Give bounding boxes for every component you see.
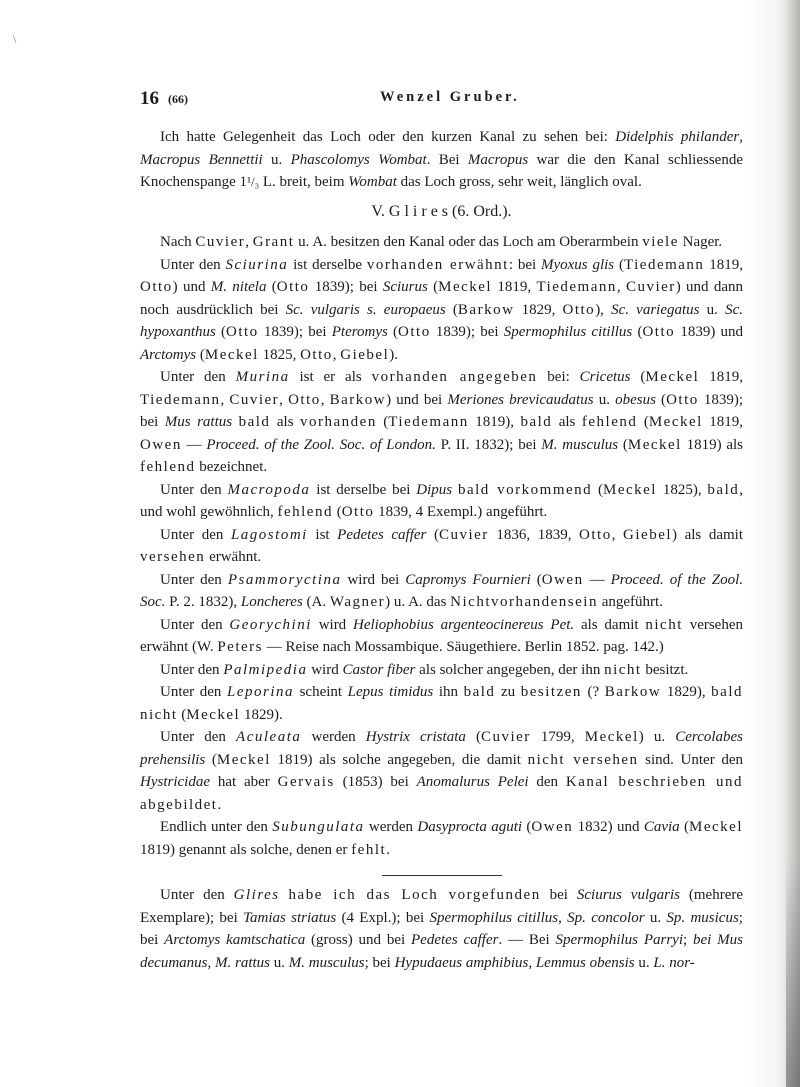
- text-run: Otto: [140, 279, 173, 295]
- text-run: vorhanden angegeben: [371, 369, 538, 385]
- text-run: 1819) als: [681, 436, 743, 453]
- text-run: 1829,: [514, 301, 563, 318]
- text-run: : bei: [508, 256, 541, 273]
- paragraph: [140, 681, 743, 726]
- text-run: u.: [593, 391, 616, 408]
- text-run: wird bei: [341, 571, 406, 588]
- text-run: ist derselbe: [288, 256, 367, 273]
- text-run: werden: [301, 729, 366, 745]
- text-run: , und wohl gewöhnlich,: [140, 481, 743, 520]
- text-run: Meckel: [603, 481, 657, 498]
- text-run: fehlt: [351, 841, 387, 858]
- text-run: ,: [245, 234, 253, 250]
- section-heading: V. G l i r e s (6. Ord.).: [371, 202, 512, 220]
- text-run: 1829).: [240, 706, 283, 723]
- text-run: ,: [739, 129, 743, 145]
- text-run: — Reise nach Mossambique. Säugethiere. Berlin 1852. pag. 142.): [263, 639, 664, 655]
- text-run: Meckel: [216, 751, 271, 768]
- page-reference: (66): [168, 92, 188, 106]
- text-run: 1829),: [661, 684, 712, 700]
- text-run: 1819,: [492, 279, 537, 295]
- text-run: Aculeata: [236, 729, 302, 745]
- text-run: Castor fiber: [342, 661, 416, 678]
- paragraph: [140, 726, 743, 816]
- text-run: bei Mus decumanus: [140, 932, 743, 971]
- text-run: Owen: [531, 819, 574, 835]
- text-run: Sc. variegatus: [611, 301, 700, 318]
- text-run: scheint: [294, 684, 348, 700]
- text-run: Otto: [276, 279, 310, 295]
- paragraph: [140, 884, 743, 974]
- text-run: Phascolomys Wombat: [290, 151, 427, 168]
- text-run: Meckel: [627, 436, 682, 453]
- text-run: Otto: [642, 324, 676, 340]
- text-run: habe ich das Loch vorgefunden: [288, 887, 541, 903]
- text-run: Psammoryctina: [227, 571, 342, 588]
- text-run: Lemmus obensis: [535, 954, 635, 971]
- text-run: Grant: [252, 234, 295, 250]
- text-run: Mus rattus: [164, 414, 233, 430]
- text-run: bei: [540, 887, 577, 903]
- text-run: erwähnt.: [205, 549, 262, 565]
- text-run: (: [655, 391, 667, 408]
- text-run: (: [592, 481, 603, 498]
- paragraph: [140, 659, 743, 682]
- text-run: bald nicht: [140, 684, 743, 723]
- text-run: 1836, 1839,: [488, 526, 580, 543]
- text-run: das Loch gross, sehr weit, länglich oval.: [396, 174, 642, 190]
- running-header: [140, 88, 740, 114]
- text-run: Unter den: [160, 571, 228, 588]
- page-corner-shadow: [786, 860, 800, 1087]
- paragraph: [140, 479, 743, 524]
- text-run: u.: [644, 909, 667, 926]
- text-run: Unter den: [160, 616, 230, 633]
- text-run: Cuvier: [480, 729, 531, 745]
- text-run: Spermophilus citillus: [503, 324, 633, 340]
- text-run: Nichtvorhandensein: [450, 594, 598, 610]
- text-run: sind. Unter den: [638, 751, 743, 768]
- text-run: nicht versehen: [527, 751, 639, 768]
- text-run: (: [632, 324, 643, 340]
- text-run: Pedetes caffer: [337, 526, 427, 543]
- text-run: Owen: [140, 436, 182, 453]
- text-run: Sciurina: [225, 256, 289, 273]
- text-run: Sp. musicus: [666, 909, 739, 926]
- text-run: (: [376, 414, 389, 430]
- text-run: Spermophilus citillus: [429, 909, 559, 926]
- text-run: ,: [528, 954, 536, 971]
- text-run: war die den Kanal schliessende Knochenspange 1: [140, 151, 743, 190]
- text-run: Sc. vulgaris s. europaeus: [285, 301, 446, 318]
- text-run: Hypudaeus amphibius: [394, 954, 529, 971]
- text-run: [280, 887, 289, 903]
- text-run: Peters: [217, 639, 264, 655]
- text-run: Meckel: [648, 414, 703, 430]
- text-run: nicht: [645, 616, 683, 633]
- text-run: Dipus: [416, 481, 453, 498]
- text-run: Giebel: [623, 526, 673, 543]
- text-run: fehlend: [581, 414, 638, 430]
- text-run: (: [266, 279, 277, 295]
- text-run: Unter den: [160, 369, 236, 385]
- text-run: M. nitela: [210, 279, 267, 295]
- text-run: zu: [495, 684, 521, 700]
- text-run: ¹/₃: [247, 174, 260, 189]
- text-run: Otto: [579, 526, 612, 543]
- text-run: Otto: [300, 346, 333, 363]
- text-run: Meriones brevicaudatus: [447, 391, 594, 408]
- text-run: u.: [262, 151, 291, 168]
- text-run: Pteromys: [331, 324, 388, 340]
- text-run: .: [386, 841, 390, 858]
- margin-mark: \: [13, 32, 17, 46]
- page-number: 16: [140, 88, 159, 109]
- text-run: Meckel: [584, 729, 639, 745]
- text-run: Unter den: [160, 481, 228, 498]
- text-run: fehlend: [140, 459, 196, 475]
- text-run: Proceed. of the Zool. Soc. of London.: [206, 436, 436, 453]
- text-run: viele: [642, 234, 679, 250]
- text-run: Macropus Bennettii: [140, 151, 263, 168]
- text-run: Tiedemann: [388, 414, 469, 430]
- text-run: Pedetes caffer: [411, 932, 499, 948]
- text-run: Giebel: [340, 346, 390, 363]
- text-run: 1819,: [699, 369, 743, 385]
- section-separator-rule: [382, 875, 502, 876]
- text-run: 1819),: [468, 414, 521, 430]
- text-run: Owen: [541, 571, 584, 588]
- paragraph: [140, 524, 743, 569]
- text-run: bezeichnet.: [195, 459, 268, 475]
- text-run: Palmipedia: [223, 661, 308, 678]
- text-run: 1839); bei: [430, 324, 504, 340]
- text-run: Unter den: [160, 887, 234, 903]
- text-run: (: [445, 301, 458, 318]
- text-run: M. musculus: [541, 436, 619, 453]
- text-run: (: [465, 729, 481, 745]
- text-run: Myoxus glis: [541, 256, 615, 273]
- text-run: (: [614, 256, 624, 273]
- text-run: Otto: [341, 504, 375, 520]
- text-run: (: [618, 436, 628, 453]
- text-run: Arctomys kamtschatica: [164, 932, 306, 948]
- running-head-author: Wenzel Gruber.: [380, 89, 520, 105]
- text-run: Unter den: [160, 526, 231, 543]
- text-run: L. breit, beim: [259, 174, 349, 190]
- text-run: Murina: [235, 369, 290, 385]
- text-run: Leporina: [226, 684, 294, 700]
- text-run: Otto: [398, 324, 431, 340]
- text-run: (: [426, 526, 439, 543]
- text-run: u.: [634, 954, 654, 971]
- text-run: bald vorkommend: [457, 481, 593, 498]
- text-run: (: [205, 751, 217, 768]
- text-run: . — Bei: [498, 932, 556, 948]
- text-run: Hystrix cristata: [365, 729, 466, 745]
- text-run: Cuvier: [625, 279, 676, 295]
- text-run: Lepus timidus: [347, 684, 434, 700]
- text-run: ,: [611, 526, 624, 543]
- text-run: Unter den: [160, 684, 227, 700]
- text-run: als solcher angegeben, der ihn: [415, 661, 605, 678]
- text-run: Hystricidae: [140, 774, 210, 790]
- body-text: [140, 126, 743, 974]
- text-run: 1825),: [656, 481, 708, 498]
- paragraph: [140, 126, 743, 194]
- text-run: Unter den: [160, 256, 226, 273]
- text-run: Lagostomi: [230, 526, 308, 543]
- text-run: Otto: [666, 391, 699, 408]
- text-run: Anomalurus Pelei: [416, 774, 529, 790]
- text-run: den: [528, 774, 566, 790]
- text-run: Didelphis philander: [615, 129, 740, 145]
- text-run: Heliophobius argenteocinereus Pet.: [352, 616, 575, 633]
- text-run: ist derselbe bei: [310, 481, 417, 498]
- text-run: .: [217, 796, 222, 813]
- text-run: ) als damit: [672, 526, 743, 543]
- text-run: (mehrere Exemplare); bei: [140, 887, 744, 926]
- text-run: ,: [220, 391, 230, 408]
- text-run: 1832) und: [573, 819, 644, 835]
- text-run: Tiedemann: [536, 279, 617, 295]
- text-run: (A.: [302, 594, 330, 610]
- text-run: ,: [320, 391, 330, 408]
- text-run: Barkow: [604, 684, 662, 700]
- text-run: als damit: [574, 616, 646, 633]
- text-run: P. II. 1832); bei: [435, 436, 542, 453]
- text-run: Cuvier: [229, 391, 280, 408]
- text-run: Sciurus vulgaris: [576, 887, 680, 903]
- text-run: versehen erwähnt (W.: [140, 616, 743, 655]
- text-run: (: [630, 369, 646, 385]
- text-run: Dasyprocta aguti: [417, 819, 523, 835]
- text-run: (: [522, 819, 532, 835]
- text-run: vorhanden erwähnt: [366, 256, 509, 273]
- text-run: fehlend: [277, 504, 333, 520]
- text-run: Loncheres: [240, 594, 303, 610]
- text-run: (: [196, 346, 205, 363]
- text-run: 1839); bei: [309, 279, 383, 295]
- text-run: Wombat: [348, 174, 397, 190]
- text-run: (gross) und bei: [305, 932, 412, 948]
- text-run: 1839, 4 Exempl.) angeführt.: [374, 504, 548, 520]
- text-run: ; bei: [140, 909, 743, 948]
- paragraph: [140, 231, 743, 254]
- text-run: Otto: [562, 301, 596, 318]
- text-run: bald: [238, 414, 271, 430]
- text-run: Cercolabes prehensilis: [140, 729, 744, 768]
- text-run: angeführt.: [597, 594, 663, 610]
- paragraph: [140, 254, 743, 367]
- text-run: Georychini: [229, 616, 312, 633]
- text-run: ) und dann noch ausdrücklich bei: [140, 279, 744, 318]
- text-run: (?: [581, 684, 605, 700]
- text-run: Tiedemann: [623, 256, 705, 273]
- text-run: Spermophilus Parryi: [555, 932, 683, 948]
- text-run: 1819,: [702, 414, 744, 430]
- text-run: (4 Expl.); bei: [336, 909, 430, 926]
- text-run: (: [332, 504, 342, 520]
- text-run: —: [181, 436, 207, 453]
- paragraph: [140, 569, 743, 614]
- text-run: 1799,: [530, 729, 585, 745]
- text-run: ) und: [172, 279, 211, 295]
- text-run: Ich hatte Gelegenheit das Loch oder den kurzen Kanal zu sehen bei:: [160, 129, 616, 145]
- text-run: ),: [595, 301, 612, 318]
- text-run: Endlich unter den: [160, 819, 273, 835]
- text-run: L. nor-: [653, 954, 695, 971]
- text-run: Subungulata: [272, 819, 365, 835]
- text-run: nicht: [604, 661, 642, 678]
- text-run: Wagner: [329, 594, 386, 610]
- text-run: als: [552, 414, 582, 430]
- text-run: 1839); bei: [140, 391, 744, 430]
- text-run: Macropus: [467, 151, 529, 168]
- text-run: (: [387, 324, 399, 340]
- text-run: bald: [520, 414, 553, 430]
- text-run: Barkow: [329, 391, 387, 408]
- text-run: Meckel: [186, 706, 241, 723]
- text-run: 1839); bei: [258, 324, 332, 340]
- text-run: ) u. A. das: [385, 594, 451, 610]
- text-run: Sciurus: [382, 279, 428, 295]
- text-run: Meckel: [689, 819, 743, 835]
- text-run: besitzt.: [641, 661, 689, 678]
- text-run: M. rattus: [215, 954, 271, 971]
- text-run: u. A. besitzen den Kanal oder das Loch am Oberarmbein: [294, 234, 643, 250]
- paragraph: [140, 816, 743, 861]
- text-run: 1819,: [704, 256, 744, 273]
- text-run: vorhanden: [300, 414, 377, 430]
- text-run: 1825,: [258, 346, 301, 363]
- text-run: Sp. concolor: [567, 909, 645, 926]
- text-run: werden: [364, 819, 418, 835]
- text-run: Barkow: [457, 301, 515, 318]
- paragraph: [140, 614, 743, 659]
- text-run: (: [530, 571, 542, 588]
- text-run: wird: [311, 616, 353, 633]
- text-run: Nach: [160, 234, 196, 250]
- text-run: bald: [707, 481, 740, 498]
- text-run: (: [427, 279, 439, 295]
- text-run: Otto: [226, 324, 259, 340]
- text-run: (: [637, 414, 649, 430]
- text-run: Otto: [288, 391, 321, 408]
- text-run: —: [583, 571, 611, 588]
- text-run: Tamias striatus: [243, 909, 337, 926]
- text-run: wird: [307, 661, 343, 678]
- text-run: Cuvier: [438, 526, 489, 543]
- text-run: Sc. hypoxanthus: [140, 301, 744, 340]
- text-run: u.: [699, 301, 726, 318]
- text-run: ) u.: [638, 729, 676, 745]
- text-run: ) und bei: [386, 391, 448, 408]
- text-run: ,: [616, 279, 626, 295]
- text-run: u.: [270, 954, 289, 971]
- text-run: als: [270, 414, 301, 430]
- text-run: Cuvier: [195, 234, 246, 250]
- text-run: ist: [307, 526, 338, 543]
- text-run: M. musculus: [288, 954, 365, 971]
- text-run: (: [177, 706, 187, 723]
- text-run: 1819) genannt als solche, denen er: [140, 841, 352, 858]
- text-run: Kanal beschrieben und abgebildet: [140, 774, 743, 813]
- text-run: Meckel: [438, 279, 493, 295]
- text-run: ist er als: [289, 369, 372, 385]
- text-run: Cricetus: [579, 369, 631, 385]
- text-run: Gervais: [277, 774, 335, 790]
- text-run: Glires: [233, 887, 280, 903]
- text-run: ,: [207, 954, 215, 971]
- text-run: Unter den: [160, 729, 237, 745]
- text-run: ,: [558, 909, 568, 926]
- text-run: bei:: [537, 369, 580, 385]
- text-run: Meckel: [204, 346, 259, 363]
- text-run: (: [679, 819, 690, 835]
- text-run: ,: [279, 391, 289, 408]
- text-run: Unter den: [160, 661, 224, 678]
- text-run: P. 2. 1832),: [165, 594, 241, 610]
- text-run: ,: [332, 346, 341, 363]
- text-run: besitzen: [520, 684, 582, 700]
- text-run: hat aber: [209, 774, 278, 790]
- text-run: bald: [463, 684, 496, 700]
- text-run: Arctomys: [140, 346, 197, 363]
- text-run: Meckel: [645, 369, 700, 385]
- text-run: (: [215, 324, 227, 340]
- text-run: ).: [389, 346, 398, 363]
- text-run: ihn: [433, 684, 464, 700]
- text-run: Nager.: [678, 234, 723, 250]
- text-run: ; bei: [364, 954, 395, 971]
- text-run: . Bei: [426, 151, 468, 168]
- text-run: Capromys Fournieri: [405, 571, 531, 588]
- text-run: ;: [683, 932, 693, 948]
- text-run: 1839) und: [675, 324, 744, 340]
- text-run: 1819) als solche angegeben, die damit: [270, 751, 528, 768]
- text-run: Cavia: [643, 819, 680, 835]
- text-run: versehen: [140, 549, 206, 565]
- paragraph: [140, 366, 743, 479]
- text-run: Macropoda: [227, 481, 311, 498]
- text-run: (1853) bei: [334, 774, 417, 790]
- text-run: obesus: [615, 391, 656, 408]
- text-run: Proceed. of the Zool. Soc.: [140, 571, 743, 610]
- text-run: Tiedemann: [140, 391, 221, 408]
